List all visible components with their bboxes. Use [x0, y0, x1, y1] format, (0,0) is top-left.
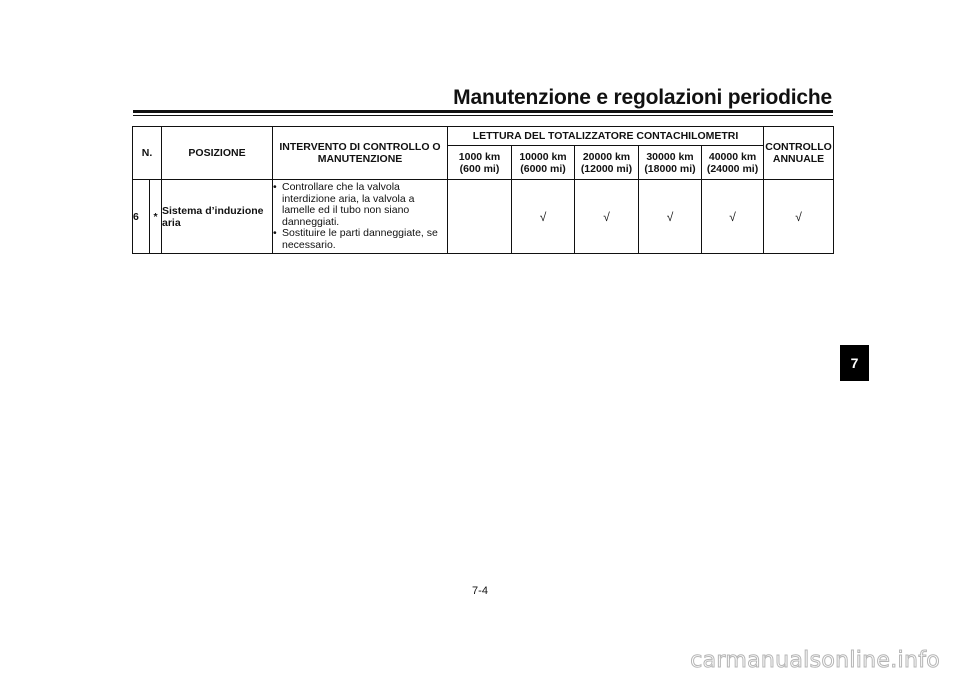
title-rule-thin: [133, 115, 833, 116]
header-odometer-group: LETTURA DEL TOTALIZZATORE CONTACHILOMETRI: [448, 127, 764, 146]
watermark: carmanualsonline.info: [690, 648, 940, 673]
check-40000: √: [702, 180, 764, 254]
header-number: N.: [133, 127, 162, 180]
task-item: • Controllare che la valvola interdizione aria, la valvola a lamelle ed il tubo non siano danneggiati.: [273, 182, 447, 228]
table-row: [133, 180, 834, 254]
row-number: 6: [133, 180, 150, 254]
maintenance-table: [132, 126, 834, 254]
check-10000: √: [512, 180, 575, 254]
check-1000: [448, 180, 512, 254]
chapter-tab: 7: [840, 345, 869, 381]
header-odometer-30000: 30000 km (18000 mi): [639, 146, 702, 180]
task-item: • Sostituire le parti danneggiate, se necessario.: [273, 228, 447, 251]
header-odometer-1000: 1000 km (600 mi): [448, 146, 512, 180]
header-odometer-20000: 20000 km (12000 mi): [575, 146, 639, 180]
header-odometer-40000: 40000 km (24000 mi): [702, 146, 764, 180]
page-title: Manutenzione e regolazioni periodiche: [453, 86, 832, 109]
row-tasks: [273, 180, 448, 254]
header-intervention: INTERVENTO DI CONTROLLO O MANUTENZIONE: [273, 127, 448, 180]
page-number: 7-4: [472, 585, 488, 597]
check-20000: √: [575, 180, 639, 254]
check-annual: √: [764, 180, 834, 254]
header-annual-check: CONTROLLO ANNUALE: [764, 127, 834, 180]
header-odometer-10000: 10000 km (6000 mi): [512, 146, 575, 180]
title-rule-thick: [133, 110, 833, 113]
row-star-marker: *: [150, 180, 162, 254]
check-30000: √: [639, 180, 702, 254]
header-position: POSIZIONE: [162, 127, 273, 180]
row-position: Sistema d’induzione aria: [162, 180, 273, 254]
